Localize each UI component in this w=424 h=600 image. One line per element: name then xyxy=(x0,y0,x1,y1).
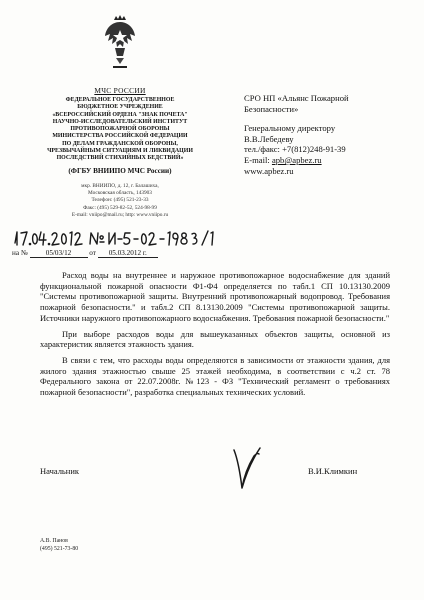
org-line: ПОСЛЕДСТВИЙ СТИХИЙНЫХ БЕДСТВИЙ» xyxy=(56,155,184,162)
handwritten-signature xyxy=(224,446,268,492)
signatory-title: Начальник xyxy=(40,466,80,476)
org-line: НАУЧНО-ИССЛЕДОВАТЕЛЬСКИЙ ИНСТИТУТ xyxy=(52,118,188,125)
body-paragraph: При выборе расходов воды для вышеуказанных объектов защиты, основной из характеристик является этажность здания. xyxy=(40,328,390,350)
handwritten-outgoing-ref xyxy=(12,228,222,250)
body-paragraph: В связи с тем, что расходы воды определяются в зависимости от этажности здания, для жилого здания этажностью свыше 25 этажей необходима, в соответствии с ч.2 ст. 78 Федерального закона от 22.07.2008г. №123 - ФЗ "Технический регламент о требованиях пожарной безопасности", разработка специальных технических условий. xyxy=(40,354,390,398)
addressee-email-link[interactable]: apb@apbez.ru xyxy=(271,154,322,165)
contact-address: мкр. ВНИИПО, д. 12, г. Балашиха, xyxy=(81,183,159,189)
body-paragraph: Расход воды на внутреннее и наружное противопожарное водоснабжение для зданий функциональной пожарной опасности Ф1-Ф4 определяется по табл.1 СП 10.13130.2009 "Системы противопожарной защиты. Внутренний противопожарный водопровод. Требования пожарной безопасности." и табл.2 СП 8.13130.2009 "Системы противопожарной защиты. Источники наружного противопожарного водоснабжения. Требования пожарной безопасности." xyxy=(40,270,390,323)
org-line: ФЕДЕРАЛЬНОЕ ГОСУДАРСТВЕННОЕ xyxy=(65,97,175,103)
contact-fax: Факс: (495) 529-82-52, 524-98-99 xyxy=(83,204,157,211)
addressee-website-link[interactable]: www.apbez.ru xyxy=(244,165,294,176)
signatory-name: В.И.Климкин xyxy=(308,466,358,476)
reference-from-label: от xyxy=(89,249,96,257)
addressee-position: Генеральному директору xyxy=(244,123,336,134)
org-full-name xyxy=(28,97,212,163)
reference-number: 05/03/12 xyxy=(30,249,88,258)
org-line: МИНИСТЕРСТВА РОССИЙСКОЙ ФЕДЕРАЦИИ xyxy=(52,133,188,140)
org-abbreviation: (ФГБУ ВНИИПО МЧС России) xyxy=(68,167,172,175)
reference-prefix: на № xyxy=(12,249,28,257)
emchs-emblem-icon xyxy=(102,14,138,84)
addressee-org-cont: Безопасности» xyxy=(244,103,299,114)
addressee-phone-fax: тел./факс: +7(812)248-91-39 xyxy=(244,144,346,155)
org-line: ЧРЕЗВЫЧАЙНЫМ СИТУАЦИЯМ И ЛИКВИДАЦИИ xyxy=(47,148,193,155)
executor-info xyxy=(40,537,78,553)
contact-region: Московская область, 143903 xyxy=(88,190,152,197)
org-short-name: МЧС РОССИИ xyxy=(94,86,146,95)
contact-email-web: E-mail: vniipo@mail.ru; http: www.vniipo.ru xyxy=(71,211,169,218)
org-line: ПО ДЕЛАМ ГРАЖДАНСКОЙ ОБОРОНЫ, xyxy=(62,140,178,147)
org-line: ПРОТИВОПОЖАРНОЙ ОБОРОНЫ xyxy=(70,126,170,133)
reference-date: 05.03.2012 г. xyxy=(98,249,158,258)
incoming-reference xyxy=(12,249,158,258)
addressee-email-label: E-mail: xyxy=(244,154,270,165)
addressee-org: СРО НП «Альянс Пожарной xyxy=(244,93,349,103)
addressee-name: В.В.Лебедеву xyxy=(244,133,294,144)
org-contacts xyxy=(28,183,212,219)
org-line: БЮДЖЕТНОЕ УЧРЕЖДЕНИЕ xyxy=(77,104,163,111)
executor-name: А.В. Панов xyxy=(40,538,68,544)
letter-body xyxy=(40,270,390,403)
addressee-block xyxy=(244,93,404,176)
org-line: «ВСЕРОССИЙСКИЙ ОРДЕНА "ЗНАК ПОЧЕТА" xyxy=(52,111,188,118)
executor-phone: (495) 521-73-80 xyxy=(40,546,79,552)
contact-phone: Телефон: (495) 521-23-33 xyxy=(91,197,149,204)
addressee-email-line xyxy=(244,155,404,166)
